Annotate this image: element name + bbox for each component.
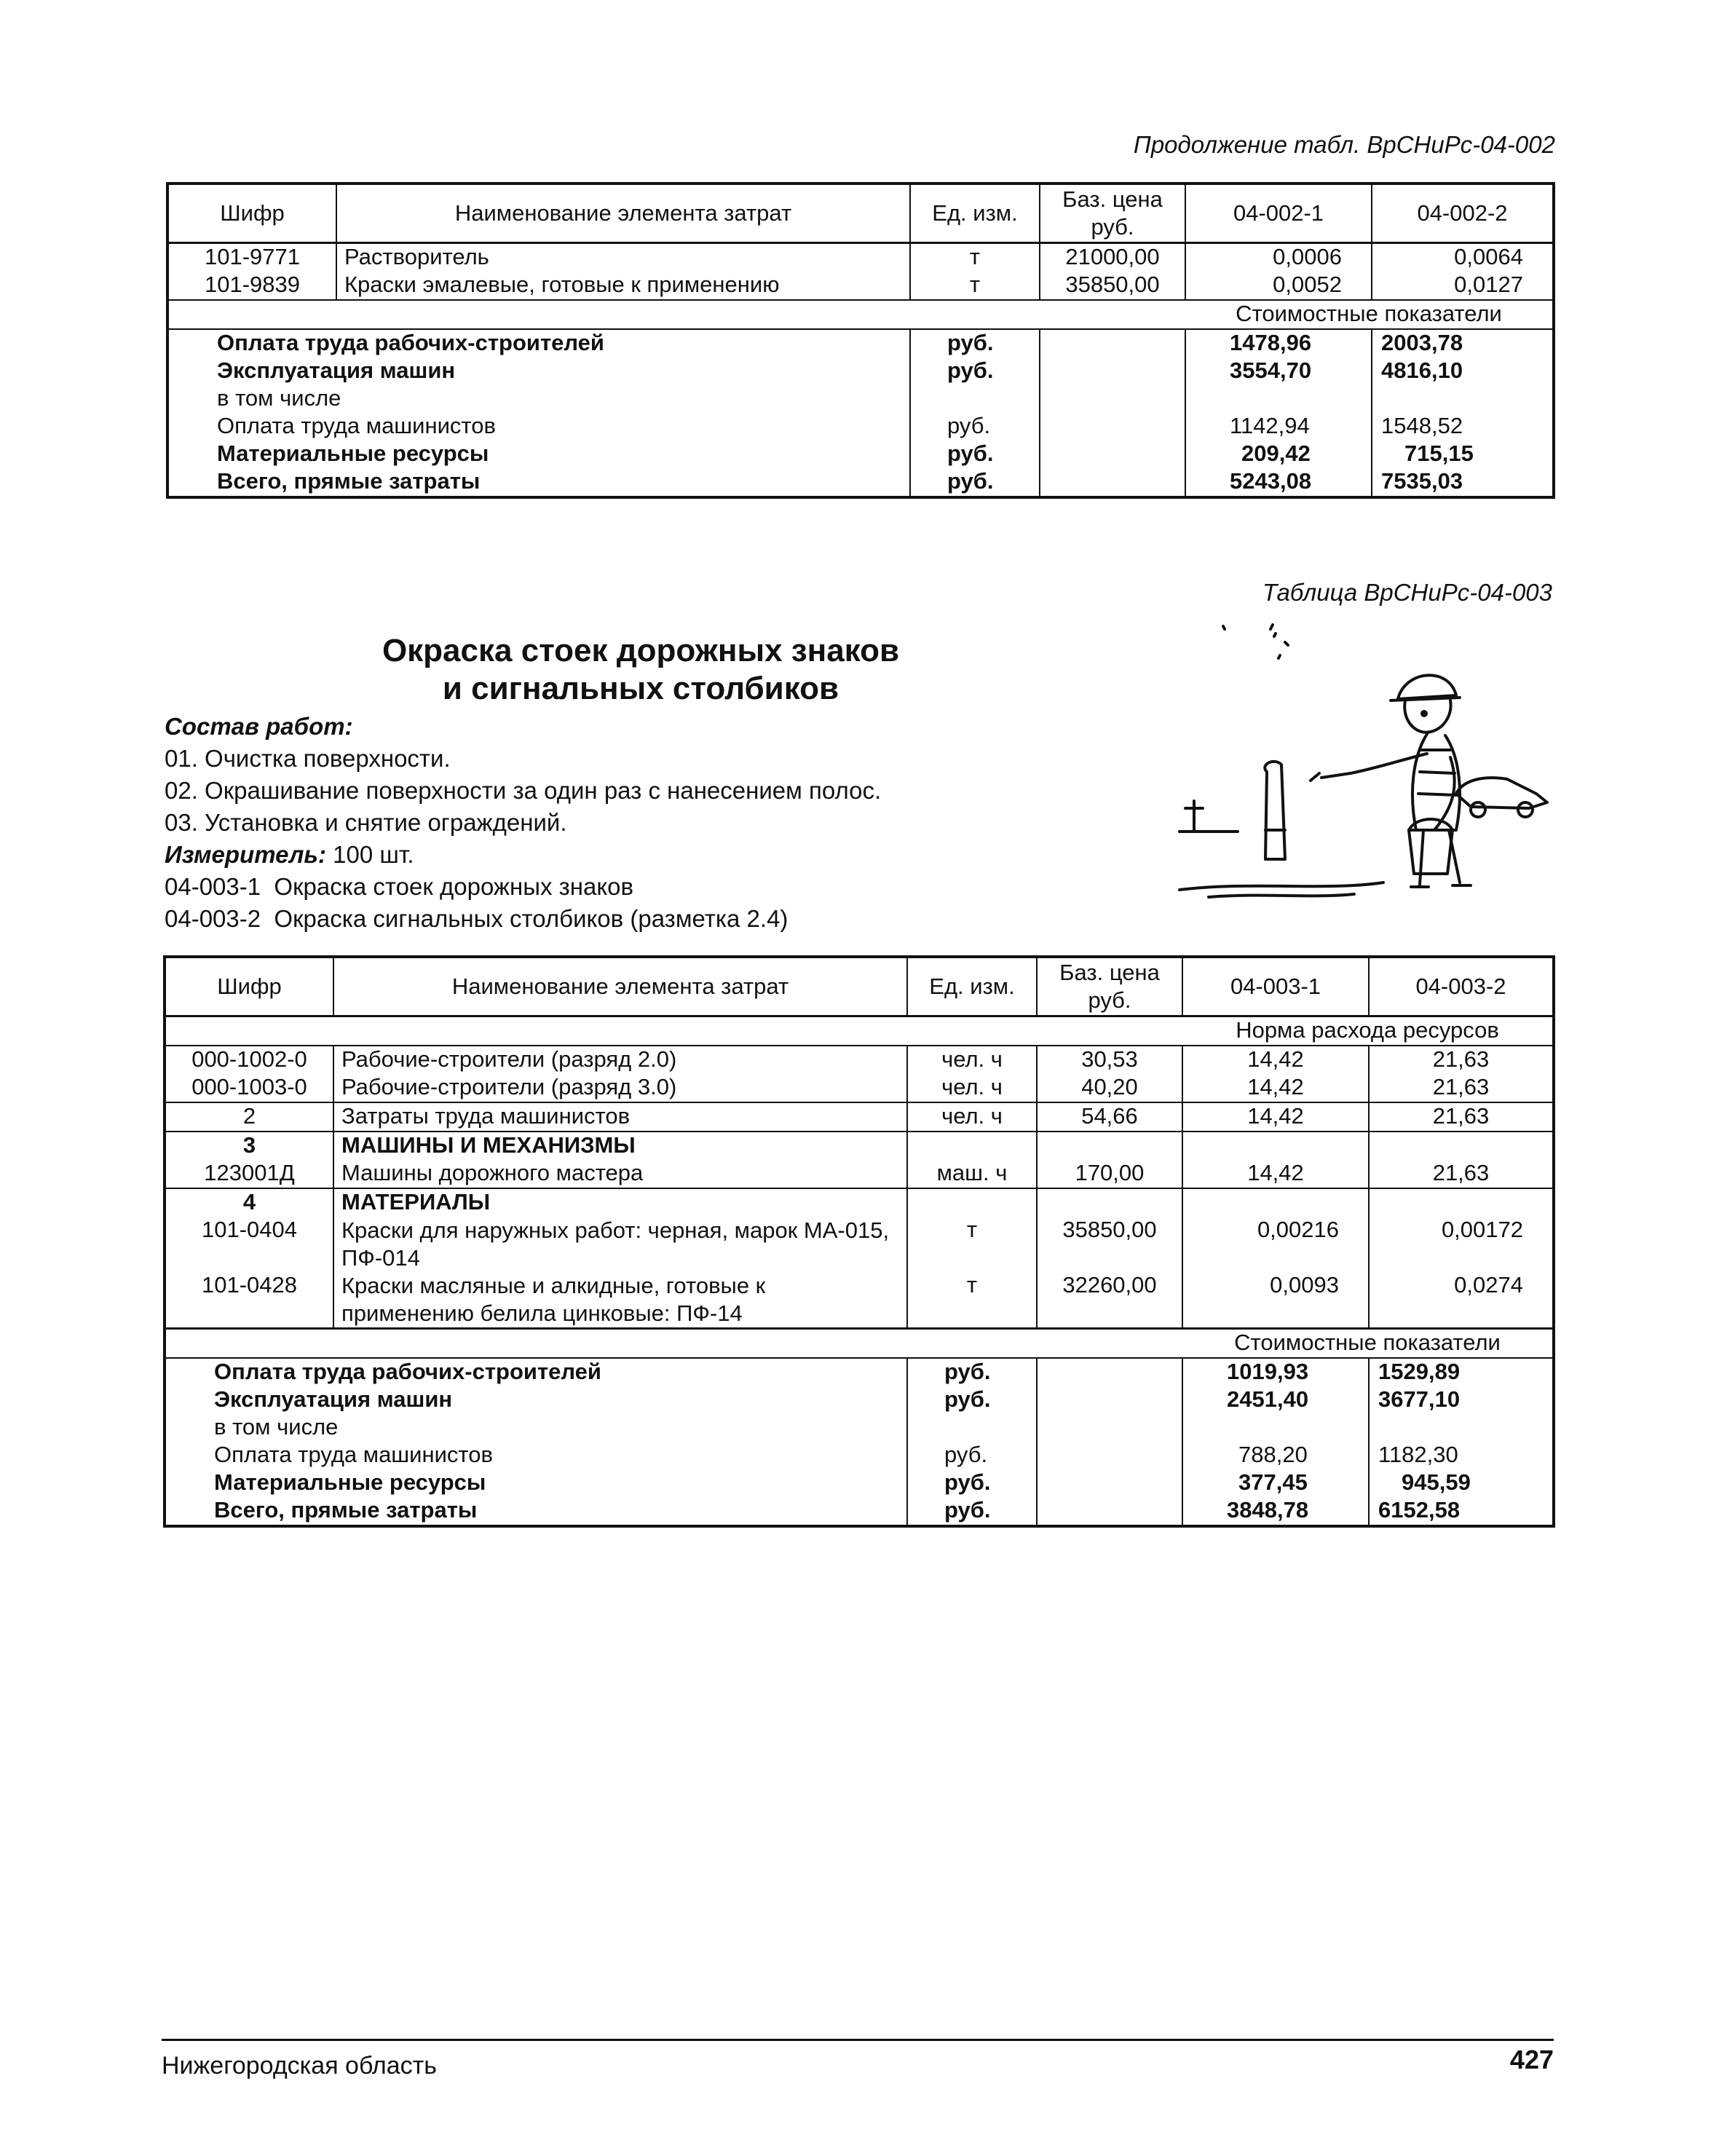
cell-value-1: 14,42 [1182, 1102, 1369, 1132]
meter-value: 100 шт. [326, 841, 414, 868]
cost-row [167, 441, 1554, 468]
column-header-unit: Ед. изм. [910, 183, 1040, 243]
cost-unit: руб. [910, 413, 1040, 441]
cell-unit: чел. ч [907, 1074, 1037, 1102]
worker-painting-illustration [1165, 612, 1558, 903]
cost-value-1: 788,20 [1182, 1442, 1369, 1469]
cost-value-2: 1548,52 [1372, 413, 1554, 441]
table-row [165, 1217, 1554, 1272]
cost-name: Материальные ресурсы [214, 1469, 486, 1495]
cost-name: Всего, прямые затраты [214, 1497, 478, 1523]
cost-value-2: 3677,10 [1369, 1386, 1554, 1414]
cost-header-row [165, 1329, 1554, 1359]
cell-name: Краски эмалевые, готовые к применению [336, 272, 910, 300]
column-header-price: Баз. цена руб. [1037, 957, 1182, 1016]
cost-table-04-003 [163, 955, 1555, 1528]
cell-code: 2 [165, 1102, 333, 1132]
cost-value-2: 1529,89 [1369, 1358, 1554, 1386]
norm-header-row [165, 1016, 1554, 1046]
table-row [165, 1160, 1554, 1188]
cost-unit: руб. [910, 329, 1040, 358]
table-row [165, 1102, 1554, 1132]
cost-indicators-header: Стоимостные показатели [1182, 1329, 1554, 1359]
cell-price: 30,53 [1037, 1046, 1182, 1074]
group-name: МАШИНЫ И МЕХАНИЗМЫ [333, 1132, 907, 1160]
cost-value-1: 3554,70 [1185, 358, 1372, 385]
cost-name: Оплата труда машинистов [217, 413, 496, 438]
cell-unit: чел. ч [907, 1046, 1037, 1074]
cell-value-1: 0,0093 [1182, 1272, 1369, 1329]
cost-value-1: 209,42 [1185, 441, 1372, 468]
column-header-04-002-1: 04-002-1 [1185, 183, 1372, 243]
cost-value-2: 1182,30 [1369, 1442, 1554, 1469]
work-step: 02. Окрашивание поверхности за один раз с нанесением полос. [165, 777, 882, 804]
cost-unit: руб. [907, 1386, 1037, 1414]
column-header-04-003-2: 04-003-2 [1369, 957, 1554, 1016]
cell-value-1: 0,0052 [1185, 272, 1372, 300]
cell-unit: маш. ч [907, 1160, 1037, 1188]
cell-value-1: 14,42 [1182, 1160, 1369, 1188]
column-header-04-003-1: 04-003-1 [1182, 957, 1369, 1016]
cell-value-1: 14,42 [1182, 1046, 1369, 1074]
meter-label: Измеритель: [165, 841, 326, 868]
footer-rule [162, 2039, 1554, 2041]
work-composition [165, 711, 881, 935]
meter-line [165, 839, 881, 871]
cell-unit: т [910, 243, 1040, 272]
cost-value-1: 377,45 [1182, 1469, 1369, 1497]
cell-price: 54,66 [1037, 1102, 1182, 1132]
table-row [165, 1272, 1554, 1329]
table-row [165, 1074, 1554, 1102]
cost-unit: руб. [907, 1442, 1037, 1469]
cost-name: Оплата труда рабочих-строителей [217, 330, 604, 355]
cell-price: 32260,00 [1037, 1272, 1182, 1329]
cost-name: Оплата труда машинистов [214, 1442, 493, 1467]
cost-row [167, 385, 1554, 413]
cost-name: Материальные ресурсы [217, 441, 489, 466]
cell-price: 170,00 [1037, 1160, 1182, 1188]
cell-code: 101-9839 [167, 272, 336, 300]
cost-row [165, 1358, 1554, 1386]
footer-region: Нижегородская область [162, 2052, 437, 2080]
cell-unit: т [910, 272, 1040, 300]
cell-price: 40,20 [1037, 1074, 1182, 1102]
group-code: 3 [242, 1132, 256, 1158]
cell-price: 21000,00 [1040, 243, 1185, 272]
cost-value-2: 4816,10 [1372, 358, 1554, 385]
group-name: МАТЕРИАЛЫ [333, 1188, 907, 1217]
cell-unit: т [907, 1272, 1037, 1329]
cell-code: 000-1003-0 [165, 1074, 333, 1102]
cell-name: Растворитель [336, 243, 910, 272]
group-code: 4 [242, 1189, 256, 1215]
composition-label: Состав работ: [165, 713, 353, 740]
table-row [167, 243, 1554, 272]
cell-unit: чел. ч [907, 1102, 1037, 1132]
table-header-row [165, 957, 1554, 1016]
cell-value-2: 21,63 [1369, 1074, 1554, 1102]
cell-name: Затраты труда машинистов [333, 1102, 907, 1132]
cost-indicators-header: Стоимостные показатели [1185, 300, 1554, 329]
column-header-unit: Ед. изм. [907, 957, 1037, 1016]
cell-name: Машины дорожного мастера [333, 1160, 907, 1188]
cell-name: Рабочие-строители (разряд 3.0) [333, 1074, 907, 1102]
cell-code: 000-1002-0 [191, 1046, 307, 1072]
cell-value-1: 0,0006 [1185, 243, 1372, 272]
cell-price: 35850,00 [1040, 272, 1185, 300]
cost-value-1: 5243,08 [1185, 468, 1372, 497]
cost-value-2: 2003,78 [1372, 329, 1554, 358]
cost-unit: руб. [910, 358, 1040, 385]
cost-value-1: 1478,96 [1185, 329, 1372, 358]
cost-value-2: 7535,03 [1372, 468, 1554, 497]
cell-code: 123001Д [165, 1160, 333, 1188]
item-line: 04-003-2 Окраска сигнальных столбиков (разметка 2.4) [165, 905, 789, 932]
cost-unit: руб. [910, 441, 1040, 468]
table-row [165, 1046, 1554, 1074]
cost-value-1: 2451,40 [1182, 1386, 1369, 1414]
cost-value-1: 3848,78 [1182, 1497, 1369, 1526]
cost-row [167, 468, 1554, 497]
cost-name: Всего, прямые затраты [217, 468, 481, 494]
item-line: 04-003-1 Окраска стоек дорожных знаков [165, 873, 634, 900]
cell-value-2: 21,63 [1369, 1046, 1554, 1074]
cost-row [167, 329, 1554, 358]
group-row [165, 1188, 1554, 1217]
cost-header-row [167, 300, 1554, 329]
cell-name: Краски для наружных работ: черная, марок МА-015, ПФ-014 [333, 1217, 907, 1272]
column-header-price: Баз. цена руб. [1040, 183, 1185, 243]
cell-code: 101-0428 [201, 1272, 297, 1298]
cost-unit: руб. [907, 1497, 1037, 1526]
table-caption: Таблица ВрСНиРс-04-003 [1262, 579, 1552, 606]
section-title-line-2: и сигнальных столбиков [442, 671, 839, 706]
cost-value-2: 6152,58 [1369, 1497, 1554, 1526]
cell-value-2: 21,63 [1369, 1160, 1554, 1188]
cost-unit: руб. [907, 1358, 1037, 1386]
column-header-04-002-2: 04-002-2 [1372, 183, 1554, 243]
cost-table-04-002 [166, 182, 1555, 499]
cost-value-1: 1019,93 [1182, 1358, 1369, 1386]
group-row [165, 1132, 1554, 1160]
cost-name: Эксплуатация машин [217, 358, 456, 383]
column-header-name: Наименование элемента затрат [336, 183, 910, 243]
cell-price: 35850,00 [1037, 1217, 1182, 1272]
cost-name: в том числе [214, 1414, 339, 1440]
cell-value-2: 21,63 [1369, 1102, 1554, 1132]
cost-row [165, 1414, 1554, 1442]
cost-value-2: 945,59 [1369, 1469, 1554, 1497]
column-header-name: Наименование элемента затрат [333, 957, 907, 1016]
section-title-line-1: Окраска стоек дорожных знаков [382, 633, 900, 668]
cell-name: Краски масляные и алкидные, готовые к применению белила цинковые: ПФ-14 [333, 1272, 907, 1329]
cell-value-2: 0,00172 [1369, 1217, 1554, 1272]
section-title [313, 632, 968, 708]
cost-value-2: 715,15 [1372, 441, 1554, 468]
cell-value-2: 0,0127 [1372, 272, 1554, 300]
cost-name: в том числе [217, 385, 341, 411]
continuation-caption: Продолжение табл. ВрСНиРс-04-002 [1133, 131, 1555, 158]
cost-name: Оплата труда рабочих-строителей [214, 1359, 601, 1384]
cell-unit: т [907, 1217, 1037, 1272]
cell-code: 101-0404 [201, 1217, 297, 1242]
table-header-row [167, 183, 1554, 243]
cost-row [165, 1386, 1554, 1414]
cost-row [165, 1469, 1554, 1497]
resource-norm-header: Норма расхода ресурсов [1182, 1016, 1554, 1046]
cell-name: Рабочие-строители (разряд 2.0) [333, 1046, 907, 1074]
cost-value-1: 1142,94 [1185, 413, 1372, 441]
cell-value-1: 14,42 [1182, 1074, 1369, 1102]
cell-value-2: 0,0064 [1372, 243, 1554, 272]
cost-row [165, 1442, 1554, 1469]
column-header-code: Шифр [165, 957, 333, 1016]
cost-name: Эксплуатация машин [214, 1386, 453, 1412]
work-step: 01. Очистка поверхности. [165, 745, 451, 772]
table-row [167, 272, 1554, 300]
cost-row [165, 1497, 1554, 1526]
cost-row [167, 413, 1554, 441]
cost-unit: руб. [910, 468, 1040, 497]
cell-value-1: 0,00216 [1182, 1217, 1369, 1272]
work-step: 03. Установка и снятие ограждений. [165, 809, 567, 836]
cost-unit: руб. [907, 1469, 1037, 1497]
cell-value-2: 0,0274 [1369, 1272, 1554, 1329]
cost-row [167, 358, 1554, 385]
cell-code: 101-9771 [204, 244, 300, 269]
page-number: 427 [1509, 2045, 1554, 2074]
column-header-code: Шифр [167, 183, 336, 243]
